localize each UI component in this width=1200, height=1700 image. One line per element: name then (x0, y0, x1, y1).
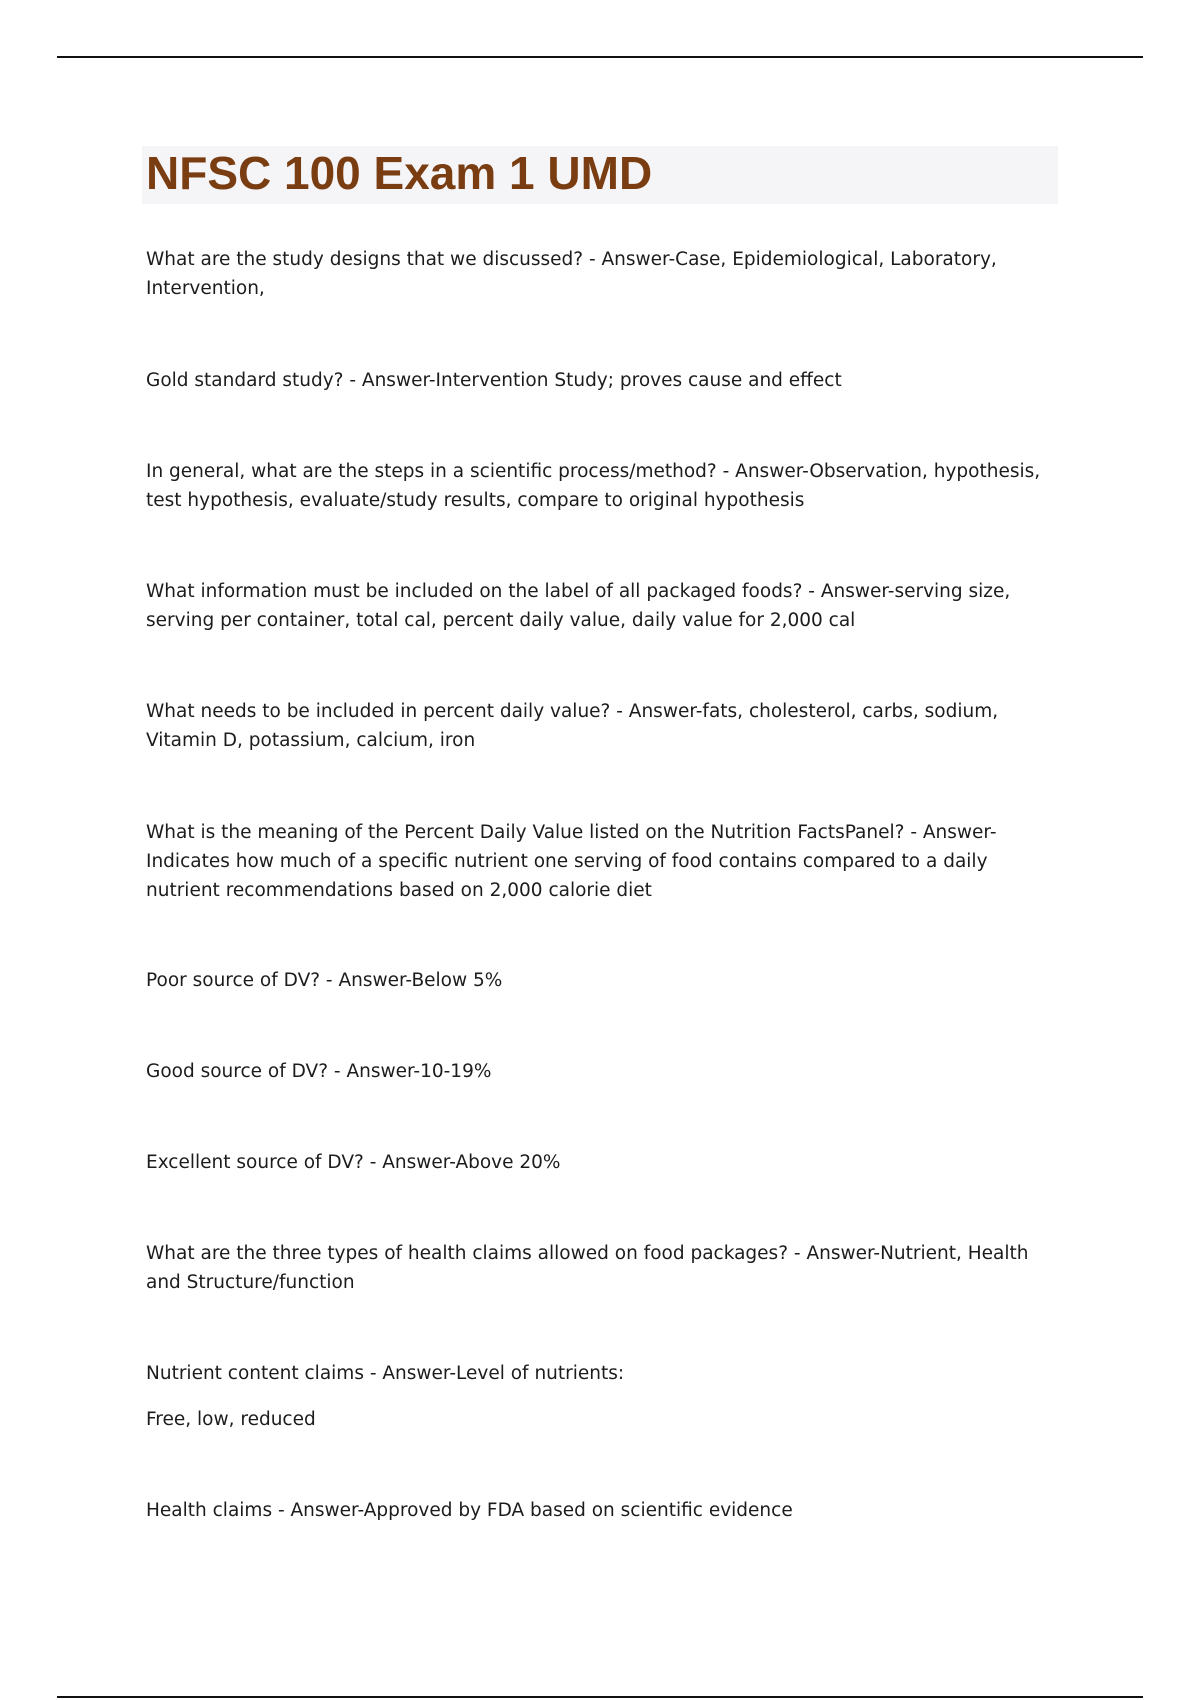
qa-extra-text: Free, low, reduced (146, 1409, 316, 1430)
qa-text: What is the meaning of the Percent Daily Value listed on the Nutrition FactsPanel? - Answer-Indicates how much of a specific nutrient one serving of food contains compared to a daily nutrient recommendations based on 2,000 calorie diet (146, 822, 997, 901)
qa-item-4 (146, 577, 1066, 635)
qa-item-7 (146, 966, 1066, 995)
qa-text: Poor source of DV? - Answer-Below 5% (146, 970, 503, 991)
qa-text: Health claims - Answer-Approved by FDA based on scientific evidence (146, 1500, 793, 1521)
qa-item-6 (146, 818, 1066, 905)
qa-item-1 (146, 245, 1066, 303)
qa-text: Nutrient content claims - Answer-Level of nutrients: (146, 1363, 625, 1384)
qa-text: What information must be included on the label of all packaged foods? - Answer-serving size, serving per container, total cal, percent daily value, daily value for 2,000 cal (146, 581, 1011, 631)
qa-text: What are the three types of health claims allowed on food packages? - Answer-Nutrient, Health and Structure/function (146, 1243, 1029, 1293)
qa-item-10 (146, 1239, 1066, 1297)
qa-text: Good source of DV? - Answer-10-19% (146, 1061, 492, 1082)
qa-item-9 (146, 1148, 1066, 1177)
document-title: NFSC 100 Exam 1 UMD (146, 147, 653, 199)
qa-text: What are the study designs that we discussed? - Answer-Case, Epidemiological, Laboratory, Intervention, (146, 249, 997, 299)
bottom-rule (57, 1696, 1143, 1698)
qa-item-3 (146, 457, 1066, 515)
qa-item-8 (146, 1057, 1066, 1086)
top-rule (57, 56, 1143, 58)
qa-text: In general, what are the steps in a scientific process/method? - Answer-Observation, hypothesis, test hypothesis, evaluate/study results, compare to original hypothesis (146, 461, 1041, 511)
qa-item-11 (146, 1359, 1066, 1434)
qa-item-12 (146, 1496, 1066, 1525)
qa-text: Gold standard study? - Answer-Intervention Study; proves cause and effect (146, 370, 842, 391)
qa-text: Excellent source of DV? - Answer-Above 20% (146, 1152, 561, 1173)
qa-item-5 (146, 697, 1066, 755)
qa-item-2 (146, 366, 1066, 395)
qa-text: What needs to be included in percent daily value? - Answer-fats, cholesterol, carbs, sodium, Vitamin D, potassium, calcium, iron (146, 701, 999, 751)
